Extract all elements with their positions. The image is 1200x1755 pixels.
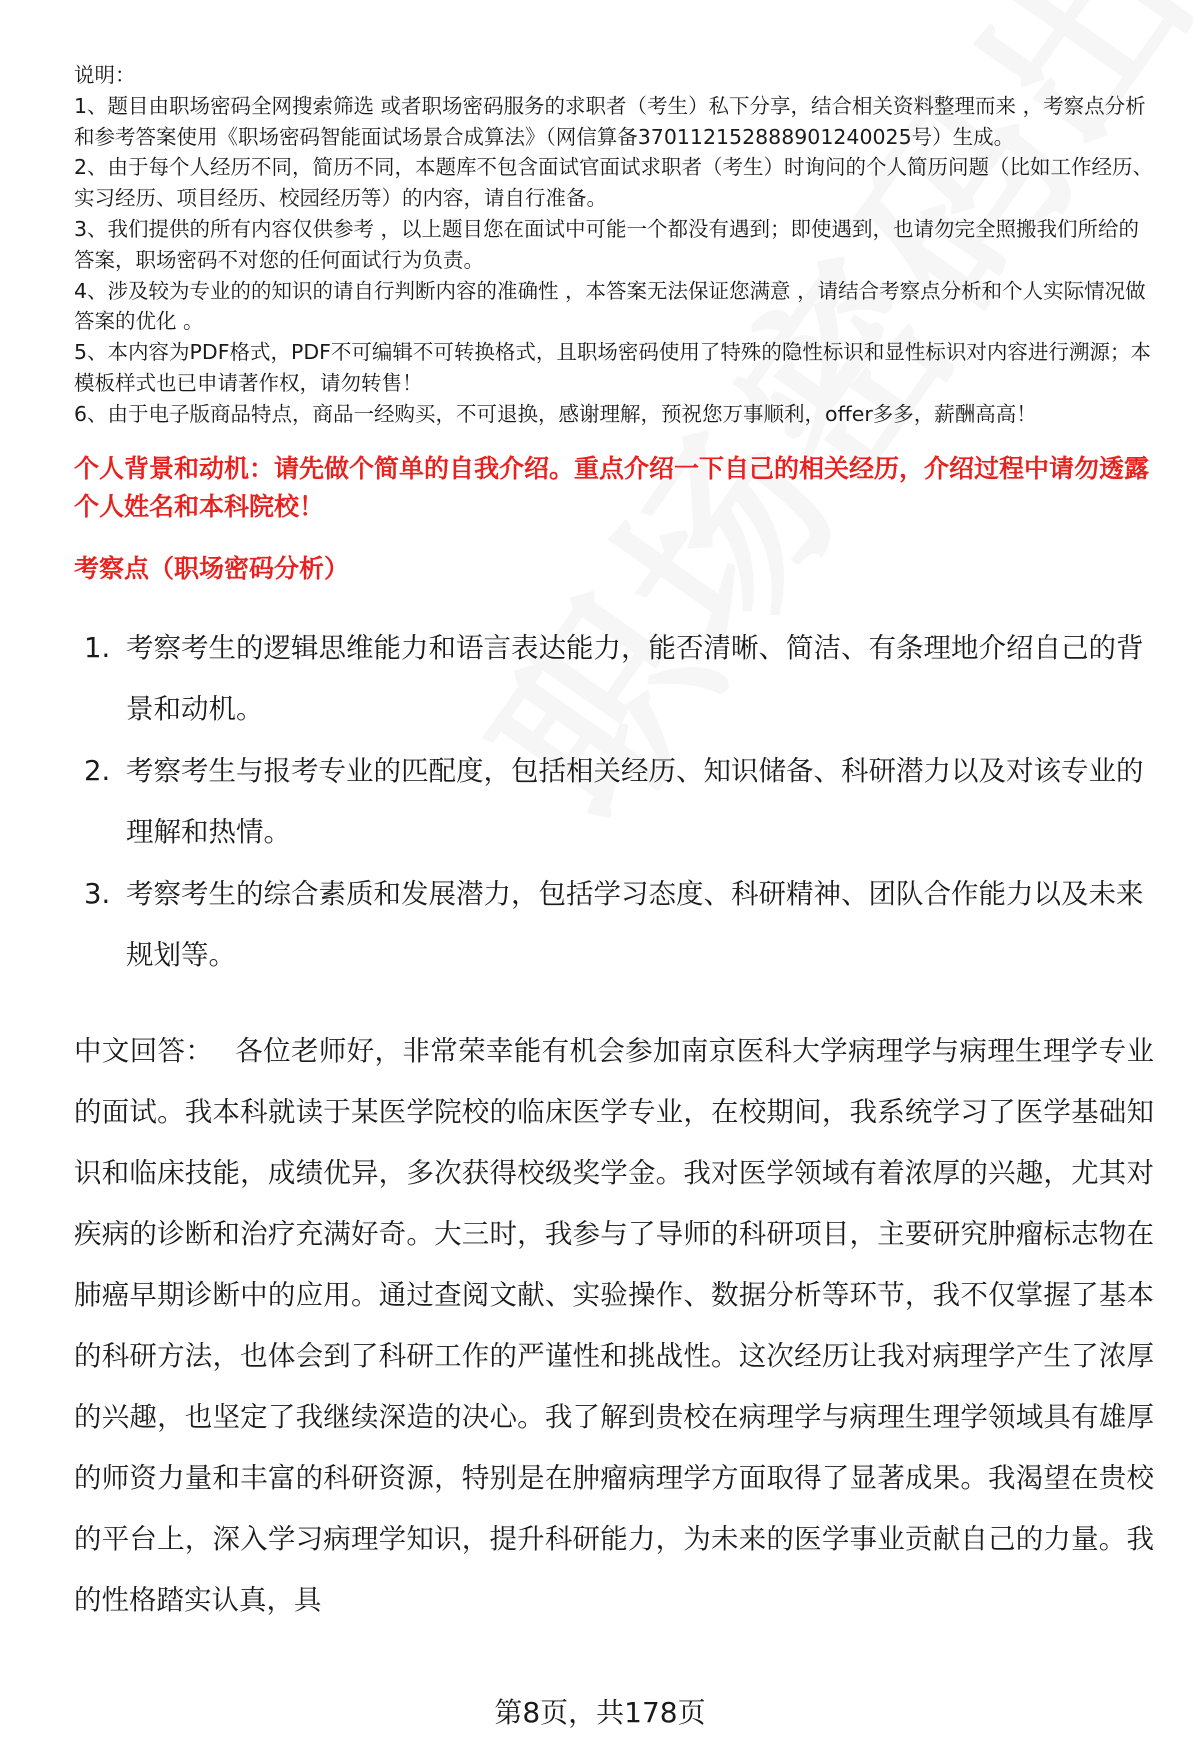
analysis-title: 考察点（职场密码分析） [74, 553, 350, 583]
notes-item-2: 2、由于每个人经历不同，简历不同，本题库不包含面试官面试求职者（考生）时询问的个人简历问题（比如工作经历、实习经历、项目经历、校园经历等）的内容，请自行准备。 [74, 155, 1154, 211]
answer-label: 中文回答： [74, 1034, 214, 1067]
list-item [74, 864, 1154, 986]
notes-item-4: 4、涉及较为专业的的知识的请自行判断内容的准确性 ，本答案无法保证您满意 ，请结合考察点分析和个人实际情况做答案的优化 。 [74, 278, 1146, 334]
interview-question: 个人背景和动机：请先做个简单的自我介绍。重点介绍一下自己的相关经历，介绍过程中请勿透露个人姓名和本科院校！ [74, 453, 1150, 521]
notes-heading: 说明： [74, 63, 136, 87]
page-number-footer: 第8页，共178页 [494, 1696, 706, 1729]
analysis-points-list [74, 618, 1154, 986]
notes-item-5: 5、本内容为PDF格式，PDF不可编辑不可转换格式，且职场密码使用了特殊的隐性标识和显性标识对内容进行溯源；本模板样式也已申请著作权，请勿转售！ [74, 340, 1151, 395]
notes-item-6: 6、由于电子版商品特点，商品一经购买，不可退换，感谢理解，预祝您万事顺利，offer多多，薪酬高高！ [74, 401, 1037, 426]
list-item-number: 3. [84, 877, 111, 910]
list-item-text: 考察考生与报考专业的匹配度，包括相关经历、知识储备、科研潜力以及对该专业的理解和热情。 [126, 754, 1144, 848]
list-item [74, 618, 1154, 740]
list-item-text: 考察考生的综合素质和发展潜力，包括学习态度、科研精神、团队合作能力以及未来规划等。 [126, 877, 1144, 971]
answer-paragraph [74, 1021, 1154, 1631]
list-item [74, 741, 1154, 863]
list-item-number: 1. [84, 631, 111, 664]
list-item-text: 考察考生的逻辑思维能力和语言表达能力，能否清晰、简洁、有条理地介绍自己的背景和动机。 [126, 631, 1144, 725]
answer-text: 各位老师好，非常荣幸能有机会参加南京医科大学病理学与病理生理学专业的面试。我本科就读于某医学院校的临床医学专业，在校期间，我系统学习了医学基础知识和临床技能，成绩优异，多次获得校级奖学金。我对医学领域有着浓厚的兴趣，尤其对疾病的诊断和治疗充满好奇。大三时，我参与了导师的科研项目，主要研究肿瘤标志物在肺癌早期诊断中的应用。通过查阅文献、实验操作、数据分析等环节，我不仅掌握了基本的科研方法，也体会到了科研工作的严谨性和挑战性。这次经历让我对病理学产生了浓厚的兴趣，也坚定了我继续深造的决心。我了解到贵校在病理学与病理生理学领域具有雄厚的师资力量和丰富的科研资源，特别是在肿瘤病理学方面取得了显著成果。我渴望在贵校的平台上，深入学习病理学知识，提升科研能力，为未来的医学事业贡献自己的力量。我的性格踏实认真，具 [74, 1034, 1155, 1616]
notes-item-1: 1、题目由职场密码全网搜索筛选 或者职场密码服务的求职者（考生）私下分享，结合相关资料整理而来 ，考察点分析和参考答案使用《职场密码智能面试场景合成算法》（网信算备370112152888901240025号）生成。 [74, 93, 1146, 149]
list-item-number: 2. [84, 754, 111, 787]
disclaimer-notes [74, 60, 1154, 430]
document-page [74, 60, 1154, 1631]
notes-item-3: 3、我们提供的所有内容仅供参考 ，以上题目您在面试中可能一个都没有遇到；即使遇到，也请勿完全照搬我们所给的答案，职场密码不对您的任何面试行为负责。 [74, 216, 1140, 272]
